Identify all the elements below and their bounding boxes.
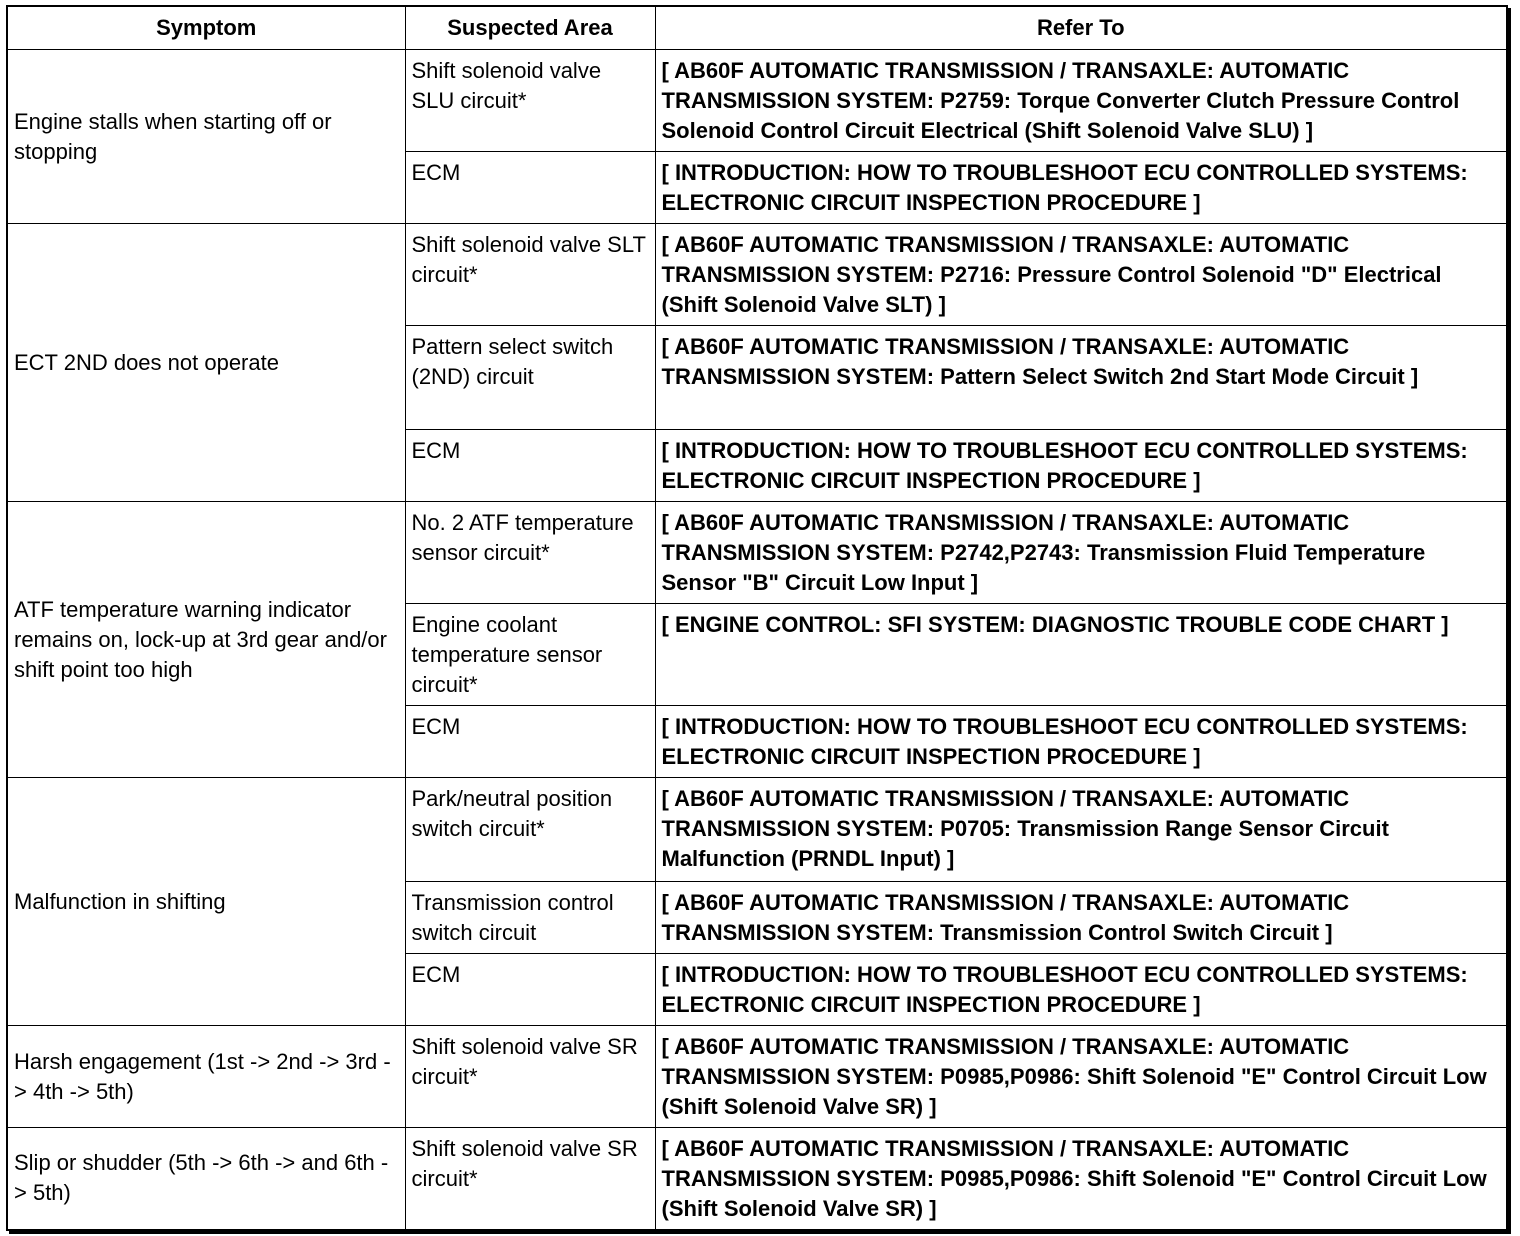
troubleshooting-table — [6, 5, 1508, 1231]
table-body — [7, 50, 1507, 1230]
header-suspected-area: Suspected Area — [405, 6, 655, 50]
symptom-cell: Malfunction in shifting — [7, 778, 405, 1026]
refer-to-cell: [ AB60F AUTOMATIC TRANSMISSION / TRANSAXLE: AUTOMATIC TRANSMISSION SYSTEM: P2759: Torque Converter Clutch Pressure Control Solenoid Control Circuit Electrical (Shift Solenoid Valve SLU) ] — [655, 50, 1507, 152]
refer-to-cell: [ ENGINE CONTROL: SFI SYSTEM: DIAGNOSTIC TROUBLE CODE CHART ] — [655, 604, 1507, 706]
suspected-area-cell: Transmission control switch circuit — [405, 882, 655, 954]
suspected-area-cell: Shift solenoid valve SR circuit* — [405, 1026, 655, 1128]
suspected-area-cell: Engine coolant temperature sensor circuit* — [405, 604, 655, 706]
symptom-cell: Slip or shudder (5th -> 6th -> and 6th -> 5th) — [7, 1128, 405, 1230]
table-row — [7, 1026, 1507, 1128]
suspected-area-cell: Shift solenoid valve SR circuit* — [405, 1128, 655, 1230]
suspected-area-cell: Shift solenoid valve SLU circuit* — [405, 50, 655, 152]
suspected-area-cell: Park/neutral position switch circuit* — [405, 778, 655, 882]
table-row — [7, 1128, 1507, 1230]
symptom-cell: Harsh engagement (1st -> 2nd -> 3rd -> 4th -> 5th) — [7, 1026, 405, 1128]
refer-to-cell: [ AB60F AUTOMATIC TRANSMISSION / TRANSAXLE: AUTOMATIC TRANSMISSION SYSTEM: P2716: Pressure Control Solenoid "D" Electrical (Shift Solenoid Valve SLT) ] — [655, 224, 1507, 326]
suspected-area-cell: ECM — [405, 706, 655, 778]
refer-to-cell: [ INTRODUCTION: HOW TO TROUBLESHOOT ECU CONTROLLED SYSTEMS: ELECTRONIC CIRCUIT INSPECTION PROCEDURE ] — [655, 152, 1507, 224]
suspected-area-cell: ECM — [405, 954, 655, 1026]
table-row — [7, 502, 1507, 604]
refer-to-cell: [ AB60F AUTOMATIC TRANSMISSION / TRANSAXLE: AUTOMATIC TRANSMISSION SYSTEM: P2742,P2743: Transmission Fluid Temperature Sensor "B" Circuit Low Input ] — [655, 502, 1507, 604]
symptom-cell: ECT 2ND does not operate — [7, 224, 405, 502]
suspected-area-cell: Pattern select switch (2ND) circuit — [405, 326, 655, 430]
header-row — [7, 6, 1507, 50]
refer-to-cell: [ AB60F AUTOMATIC TRANSMISSION / TRANSAXLE: AUTOMATIC TRANSMISSION SYSTEM: P0985,P0986: Shift Solenoid "E" Control Circuit Low (Shift Solenoid Valve SR) ] — [655, 1026, 1507, 1128]
refer-to-cell: [ AB60F AUTOMATIC TRANSMISSION / TRANSAXLE: AUTOMATIC TRANSMISSION SYSTEM: Transmission Control Switch Circuit ] — [655, 882, 1507, 954]
header-symptom: Symptom — [7, 6, 405, 50]
refer-to-cell: [ AB60F AUTOMATIC TRANSMISSION / TRANSAXLE: AUTOMATIC TRANSMISSION SYSTEM: P0985,P0986: Shift Solenoid "E" Control Circuit Low (Shift Solenoid Valve SR) ] — [655, 1128, 1507, 1230]
symptom-cell: Engine stalls when starting off or stopping — [7, 50, 405, 224]
suspected-area-cell: No. 2 ATF temperature sensor circuit* — [405, 502, 655, 604]
suspected-area-cell: ECM — [405, 152, 655, 224]
table-row — [7, 778, 1507, 882]
table-row — [7, 50, 1507, 152]
refer-to-cell: [ AB60F AUTOMATIC TRANSMISSION / TRANSAXLE: AUTOMATIC TRANSMISSION SYSTEM: Pattern Select Switch 2nd Start Mode Circuit ] — [655, 326, 1507, 430]
suspected-area-cell: ECM — [405, 430, 655, 502]
header-refer-to: Refer To — [655, 6, 1507, 50]
refer-to-cell: [ AB60F AUTOMATIC TRANSMISSION / TRANSAXLE: AUTOMATIC TRANSMISSION SYSTEM: P0705: Transmission Range Sensor Circuit Malfunction (PRNDL Input) ] — [655, 778, 1507, 882]
suspected-area-cell: Shift solenoid valve SLT circuit* — [405, 224, 655, 326]
table-header — [7, 6, 1507, 50]
refer-to-cell: [ INTRODUCTION: HOW TO TROUBLESHOOT ECU CONTROLLED SYSTEMS: ELECTRONIC CIRCUIT INSPECTION PROCEDURE ] — [655, 430, 1507, 502]
refer-to-cell: [ INTRODUCTION: HOW TO TROUBLESHOOT ECU CONTROLLED SYSTEMS: ELECTRONIC CIRCUIT INSPECTION PROCEDURE ] — [655, 706, 1507, 778]
table-row — [7, 224, 1507, 326]
symptom-cell: ATF temperature warning indicator remains on, lock-up at 3rd gear and/or shift point too high — [7, 502, 405, 778]
refer-to-cell: [ INTRODUCTION: HOW TO TROUBLESHOOT ECU CONTROLLED SYSTEMS: ELECTRONIC CIRCUIT INSPECTION PROCEDURE ] — [655, 954, 1507, 1026]
